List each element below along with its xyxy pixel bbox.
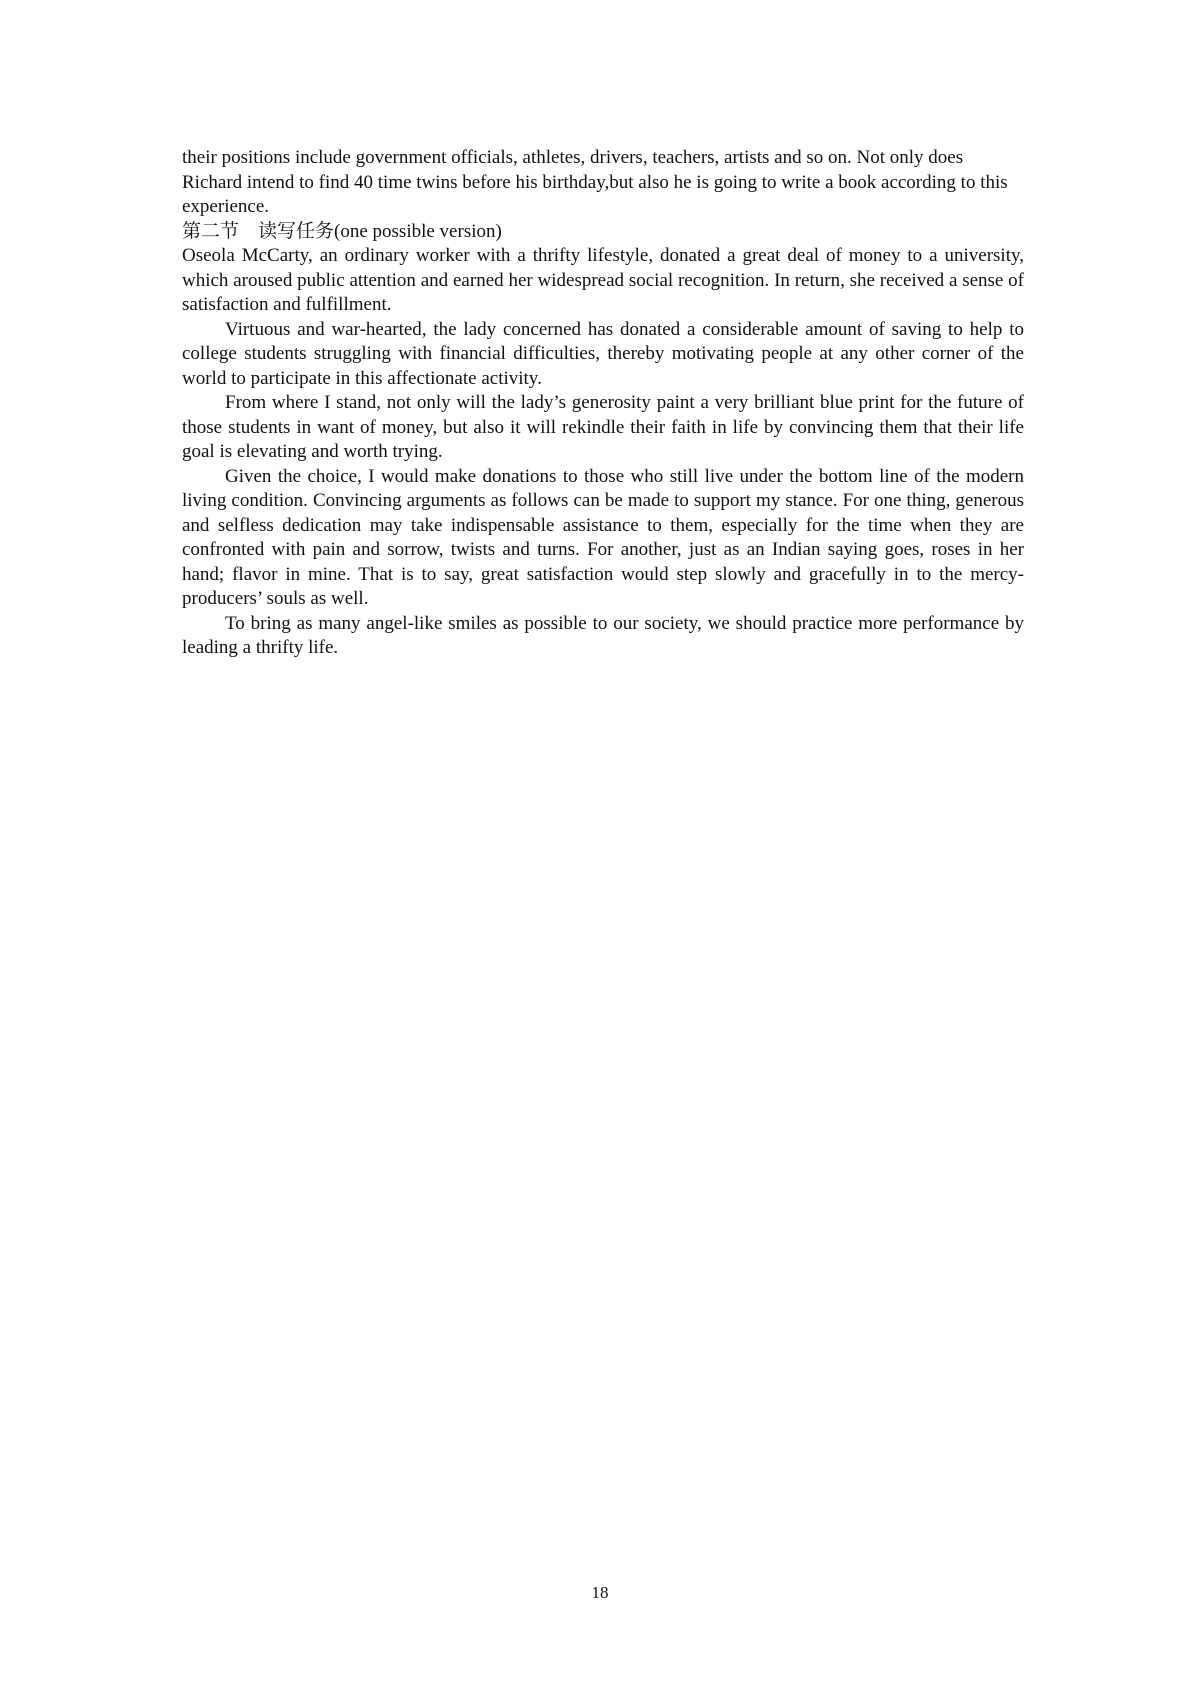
summary-paragraph: Oseola McCarty, an ordinary worker with a thrifty lifestyle, donated a great deal of money to a university, which aroused public attention and earned her widespread social recognition. In return, she received a sense of satisfaction and fulfillment. xyxy=(182,245,1024,315)
section-heading xyxy=(182,220,1024,245)
page-number: 18 xyxy=(591,1583,609,1602)
continuation-paragraph: their positions include government officials, athletes, drivers, teachers, artists and so on. Not only does Richard intend to find 40 time twins before his birthday,but also he is going to write a book according to this experience. xyxy=(182,147,1008,217)
page-body xyxy=(182,146,1024,661)
essay-paragraph-2: From where I stand, not only will the lady’s generosity paint a very brilliant blue print for the future of those students in want of money, but also it will rekindle their faith in life by convincing them that their life goal is elevating and worth trying. xyxy=(182,392,1024,462)
section-heading-label: 第二节 读写任务 xyxy=(182,220,335,242)
essay-paragraph-3: Given the choice, I would make donations to those who still live under the bottom line of the modern living condition. Convincing arguments as follows can be made to support my stance. For one thing, generous and selfless dedication may take indispensable assistance to them, especially for the time when they are confronted with pain and sorrow, twists and turns. For another, just as an Indian saying goes, roses in her hand; flavor in mine. That is to say, great satisfaction would step slowly and gracefully in to the mercy-producers’ souls as well. xyxy=(182,465,1024,609)
essay-paragraph-1: Virtuous and war-hearted, the lady concerned has donated a considerable amount of saving to help to college students struggling with financial difficulties, thereby motivating people at any other corner of the world to participate in this affectionate activity. xyxy=(182,318,1024,389)
section-heading-note: (one possible version) xyxy=(334,220,502,242)
essay-paragraph-4: To bring as many angel-like smiles as possible to our society, we should practice more performance by leading a thrifty life. xyxy=(182,612,1024,658)
